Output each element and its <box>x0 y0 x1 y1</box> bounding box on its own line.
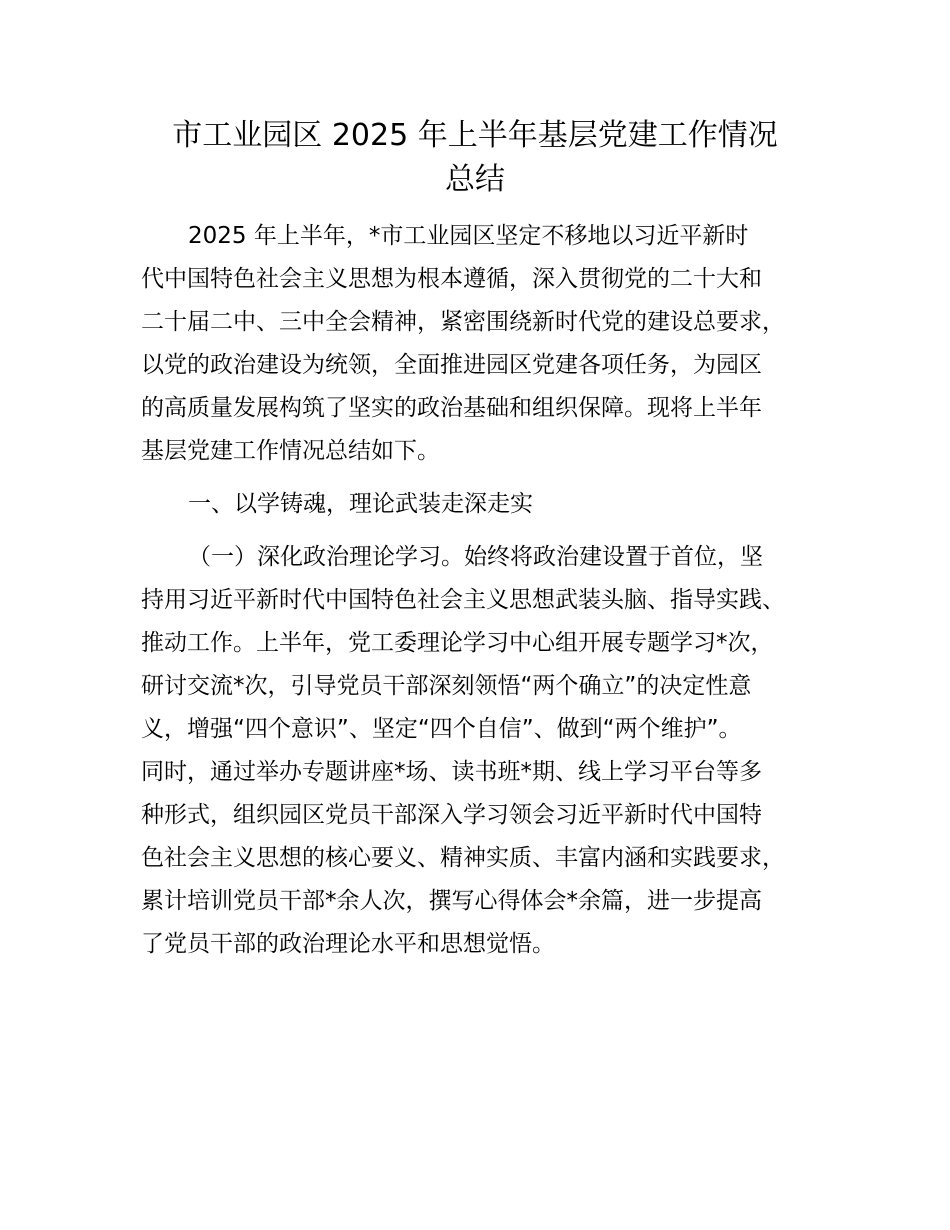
intro-line: 代中国特色社会主义思想为根本遵循，深入贯彻党的二十大和 <box>141 266 762 292</box>
document-title-line-1: 市工业园区 2025 年上半年基层党建工作情况 <box>172 118 778 153</box>
subsection-line: 持用习近平新时代中国特色社会主义思想武装头脑、指导实践、 <box>141 587 785 613</box>
intro-line: 的高质量发展构筑了坚实的政治基础和组织保障。现将上半年 <box>141 395 762 421</box>
intro-line: 2025 年上半年，*市工业园区坚定不移地以习近平新时 <box>188 223 749 249</box>
subsection-line: （一）深化政治理论学习。始终将政治建设置于首位，坚 <box>188 544 763 570</box>
subsection-line: 累计培训党员干部*余人次，撰写心得体会*余篇，进一步提高 <box>141 888 762 914</box>
subsection-line: 推动工作。上半年，党工委理论学习中心组开展专题学习*次， <box>141 630 774 656</box>
subsection-line: 种形式，组织园区党员干部深入学习领会习近平新时代中国特 <box>141 802 762 828</box>
subsection-line: 研讨交流*次，引导党员干部深刻领悟“两个确立”的决定性意 <box>141 673 752 699</box>
document-title-line-2: 总结 <box>445 162 505 197</box>
intro-line: 二十届二中、三中全会精神，紧密围绕新时代党的建设总要求， <box>141 309 785 335</box>
subsection-line: 同时，通过举办专题讲座*场、读书班*期、线上学习平台等多 <box>141 759 762 785</box>
intro-line: 以党的政治建设为统领，全面推进园区党建各项任务，为园区 <box>141 352 762 378</box>
subsection-line: 义，增强“四个意识”、坚定“四个自信”、做到“两个维护”。 <box>141 716 742 742</box>
intro-line: 基层党建工作情况总结如下。 <box>141 438 440 464</box>
section-heading: 一、以学铸魂，理论武装走深走实 <box>188 491 533 517</box>
subsection-line: 色社会主义思想的核心要义、精神实质、丰富内涵和实践要求， <box>141 845 785 871</box>
subsection-line: 了党员干部的政治理论水平和思想觉悟。 <box>141 931 555 957</box>
